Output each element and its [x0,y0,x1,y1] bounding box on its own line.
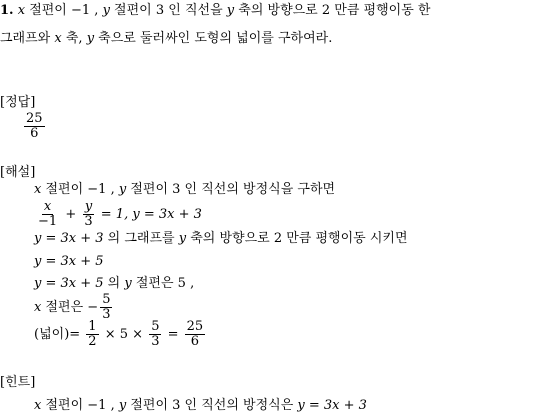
answer-numerator: 25 [26,111,43,126]
text-run: y [178,231,187,246]
text-run: 절편이 −1 , [41,398,119,413]
answer-fraction [24,112,45,141]
explanation-line-5 [34,276,194,292]
text-run: y [86,31,95,46]
answer-denominator: 6 [30,126,39,141]
problem-number: 1. [0,3,14,18]
text-run: 축의 방향으로 2 만큼 평행이동 시키면 [186,231,408,246]
hint-label: [힌트] [0,375,36,390]
explanation-line-3 [34,231,408,247]
fraction-25-over-6: $\frac{25}{6}$ [186,319,204,349]
answer-label: [정답] [0,95,36,110]
text-run: 절편이 3 인 직선을 [109,3,227,18]
explanation-label: [해설] [0,165,36,180]
explanation-line-2: $\frac{x}{-1}$ + $\frac{y}{3}$ = 1, y = 3x + 3 [38,199,202,229]
text-run: 축의 방향으로 2 만큼 평행이동 한 [234,3,431,18]
text-run: 절편이 3 인 직선의 방정식을 구하면 [126,182,336,197]
text-run: y [118,398,127,413]
text-run: 축으로 둘러싸인 도형의 넓이를 구하여라. [94,31,333,46]
explanation-line-4: y = 3x + 5 [34,254,104,269]
text-run: y [226,3,235,18]
problem-line-2 [0,31,332,47]
text-run: x [54,31,62,46]
text-run: y [118,182,127,197]
explanation-line-6: x 절편은 − $\frac{5}{3}$ [34,292,111,322]
fraction-x-over-neg1: $\frac{x}{-1}$ [38,199,58,229]
text-run: y [124,276,132,291]
fraction-5-over-3-area: $\frac{5}{3}$ [151,319,160,349]
problem-line-1-text [18,3,431,18]
text-run: y [102,3,110,18]
text-run: y = 3x + 3 [34,231,104,246]
fraction-y-over-3: $\frac{y}{3}$ [84,199,93,229]
text-run: y = 3x + 3 [297,398,367,413]
fraction-5-over-3: $\frac{5}{3}$ [102,292,111,322]
text-run: 의 [103,276,125,291]
explanation-line-1 [34,182,335,198]
text-run: 절편이 −1 , [25,3,103,18]
text-run: y = 3x + 5 [34,276,104,291]
hint-line [34,398,367,414]
text-run: 절편이 3 인 직선의 방정식은 [126,398,298,413]
text-run: 절편은 5 , [131,276,195,291]
text-run: x [34,398,42,413]
text-run: x [34,182,42,197]
text-run: 그래프와 [0,31,55,46]
answer-value [22,112,47,141]
text-run: 축, [61,31,87,46]
text-run: 의 그래프를 [103,231,179,246]
text-run: x [17,3,26,18]
explanation-line-7: (넓이)= $\frac{1}{2}$ × 5 × $\frac{5}{3}$ = $\frac{25}{6}$ [34,319,204,349]
text-run: 절편이 −1 , [41,182,119,197]
problem-line-1 [0,3,430,19]
fraction-1-over-2: $\frac{1}{2}$ [88,319,97,349]
